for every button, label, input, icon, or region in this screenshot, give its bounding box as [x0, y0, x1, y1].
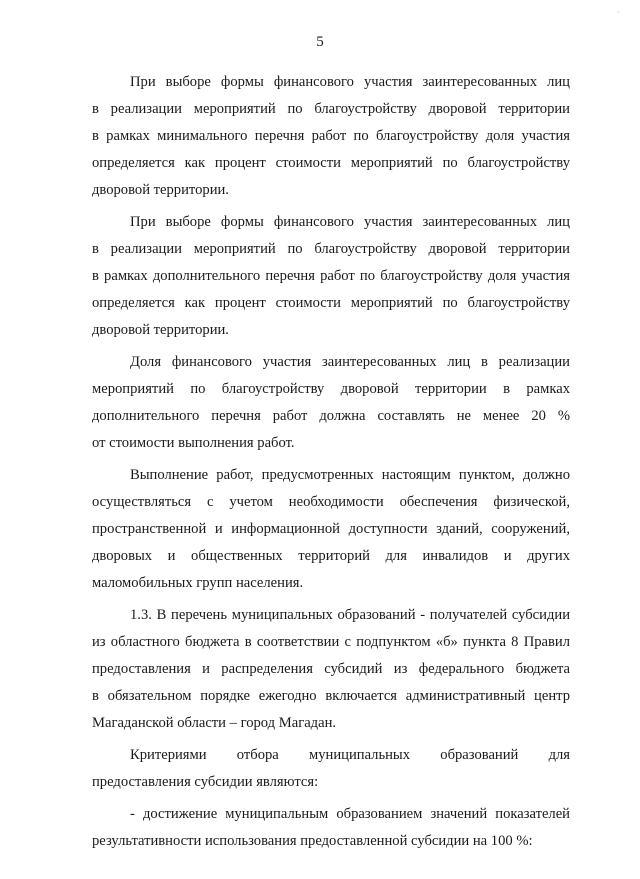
paragraph — [92, 602, 570, 737]
text-line: в обязательном порядке ежегодно включается административный центр — [92, 688, 570, 704]
text-line: - достижение муниципальным образованием значений показателей — [130, 806, 570, 822]
text-line: от стоимости выполнения работ. — [92, 435, 295, 451]
text-line: дворовой территории. — [92, 182, 229, 198]
text-line: Доля финансового участия заинтересованных лиц в реализации — [130, 354, 570, 370]
text-line: результативности использования предоставленной субсидии на 100 %: — [92, 833, 533, 849]
text-line: При выборе формы финансового участия заинтересованных лиц — [130, 214, 570, 230]
paragraph — [92, 742, 570, 796]
text-line: определяется как процент стоимости мероприятий по благоустройству — [92, 155, 570, 171]
corner-mark: · — [617, 8, 620, 17]
paragraph — [92, 349, 570, 457]
text-line: 1.3. В перечень муниципальных образований - получателей субсидии — [130, 607, 570, 623]
text-line: Критериями отбора муниципальных образований для — [130, 747, 570, 763]
text-line: в реализации мероприятий по благоустройству дворовой территории — [92, 241, 570, 257]
text-line: Магаданской области – город Магадан. — [92, 715, 337, 731]
text-line: в рамках дополнительного перечня работ по благоустройству доля участия — [92, 268, 570, 284]
text-line: дворовой территории. — [92, 322, 229, 338]
text-line: предоставления субсидии являются: — [92, 774, 319, 790]
paragraph — [92, 462, 570, 597]
document-body — [92, 69, 570, 860]
text-line: маломобильных групп населения. — [92, 575, 304, 591]
text-line: в реализации мероприятий по благоустройству дворовой территории — [92, 101, 570, 117]
text-line: При выборе формы финансового участия заинтересованных лиц — [130, 74, 570, 90]
paragraph — [92, 69, 570, 204]
text-line: осуществляться с учетом необходимости обеспечения физической, — [92, 494, 570, 510]
text-line: Выполнение работ, предусмотренных настоящим пунктом, должно — [130, 467, 570, 483]
text-line: пространственной и информационной доступности зданий, сооружений, — [92, 521, 570, 537]
text-line: дополнительного перечня работ должна составлять не менее 20 % — [92, 408, 570, 424]
text-line: предоставления и распределения субсидий из федерального бюджета — [92, 661, 570, 677]
text-line: дворовых и общественных территорий для инвалидов и других — [92, 548, 570, 564]
text-line: в рамках минимального перечня работ по благоустройству доля участия — [92, 128, 570, 144]
text-line: определяется как процент стоимости мероприятий по благоустройству — [92, 295, 570, 311]
paragraph — [92, 801, 570, 855]
text-line: мероприятий по благоустройству дворовой территории в рамках — [92, 381, 570, 397]
text-line: из областного бюджета в соответствии с подпунктом «б» пункта 8 Правил — [92, 634, 570, 650]
paragraph — [92, 209, 570, 344]
page-number: 5 — [316, 34, 324, 50]
